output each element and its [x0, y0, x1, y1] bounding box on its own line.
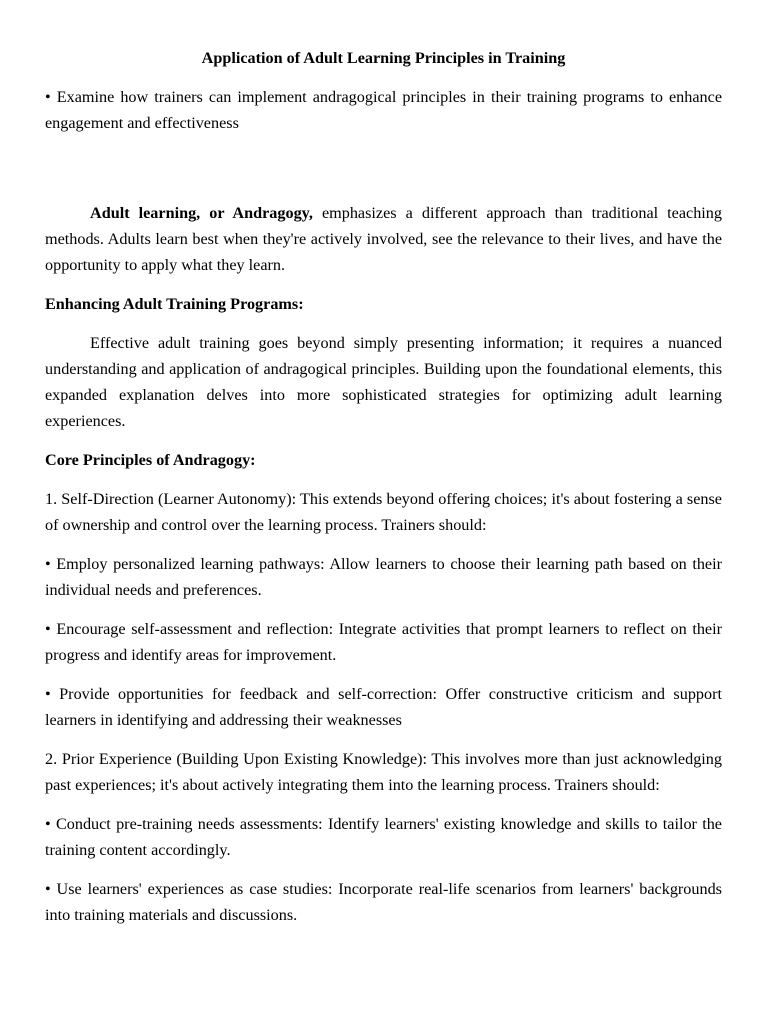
- document-title: Application of Adult Learning Principles in Training: [201, 49, 566, 67]
- list-item: • Conduct pre-training needs assessments: Identify learners' existing knowledge and skills to tailor the training content accordingly.: [45, 815, 722, 859]
- document-page: [45, 45, 722, 941]
- principle-prior-experience: 2. Prior Experience (Building Upon Existing Knowledge): This involves more than just acknowledging past experiences; it's about actively integrating them into the learning process. Trainers should:: [45, 750, 722, 794]
- andragogy-bold-lead: Adult learning, or Andragogy,: [90, 204, 313, 222]
- paragraph-andragogy: [45, 200, 722, 278]
- list-item: • Employ personalized learning pathways: Allow learners to choose their learning path based on their individual needs and preferences.: [45, 555, 722, 599]
- intro-bullet: • Examine how trainers can implement andragogical principles in their training programs to enhance engagement and effectiveness: [45, 88, 722, 132]
- list-item: • Use learners' experiences as case studies: Incorporate real-life scenarios from learners' backgrounds into training materials and discussions.: [45, 880, 722, 924]
- list-item: • Provide opportunities for feedback and self-correction: Offer constructive criticism and support learners in identifying and addressing their weaknesses: [45, 685, 722, 729]
- heading-core-principles: Core Principles of Andragogy:: [45, 451, 256, 469]
- andragogy-text: emphasizes a different approach than traditional teaching methods. Adults learn best when they're actively involved, see the relevance to their lives, and have the opportunity to apply what they learn.: [45, 204, 722, 274]
- heading-enhancing: Enhancing Adult Training Programs:: [45, 295, 304, 313]
- list-item: • Encourage self-assessment and reflection: Integrate activities that prompt learners to reflect on their progress and identify areas for improvement.: [45, 620, 722, 664]
- principle-self-direction: 1. Self-Direction (Learner Autonomy): This extends beyond offering choices; it's about fostering a sense of ownership and control over the learning process. Trainers should:: [45, 490, 722, 534]
- paragraph-effective-training: Effective adult training goes beyond simply presenting information; it requires a nuanced understanding and application of andragogical principles. Building upon the foundational elements, this expanded explanation delves into more sophisticated strategies for optimizing adult learning experiences.: [45, 334, 722, 430]
- blank-space: [45, 149, 722, 200]
